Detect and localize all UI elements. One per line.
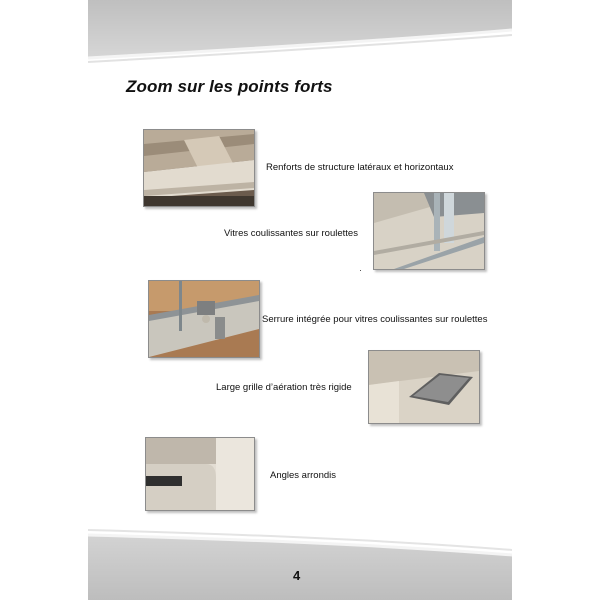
page-number: 4 [293, 568, 301, 583]
feature-caption-1: Renforts de structure latéraux et horizontaux [266, 162, 454, 173]
feature-caption-4: Large grille d’aération très rigide [216, 382, 352, 393]
sliding-window-photo [373, 192, 485, 270]
structure-reinforcement-photo [143, 129, 255, 207]
feature-caption-2: Vitres coulissantes sur roulettes [224, 228, 358, 239]
header-band [88, 0, 512, 70]
page-title: Zoom sur les points forts [126, 77, 333, 96]
lock-photo [148, 280, 260, 358]
feature-caption-3: Serrure intégrée pour vitres coulissantes sur roulettes [262, 314, 488, 325]
document-page [88, 0, 512, 600]
rounded-corners-photo [145, 437, 255, 511]
stray-mark [360, 270, 361, 271]
footer-band [88, 525, 512, 600]
feature-caption-5: Angles arrondis [270, 470, 337, 481]
ventilation-grille-photo [368, 350, 480, 424]
